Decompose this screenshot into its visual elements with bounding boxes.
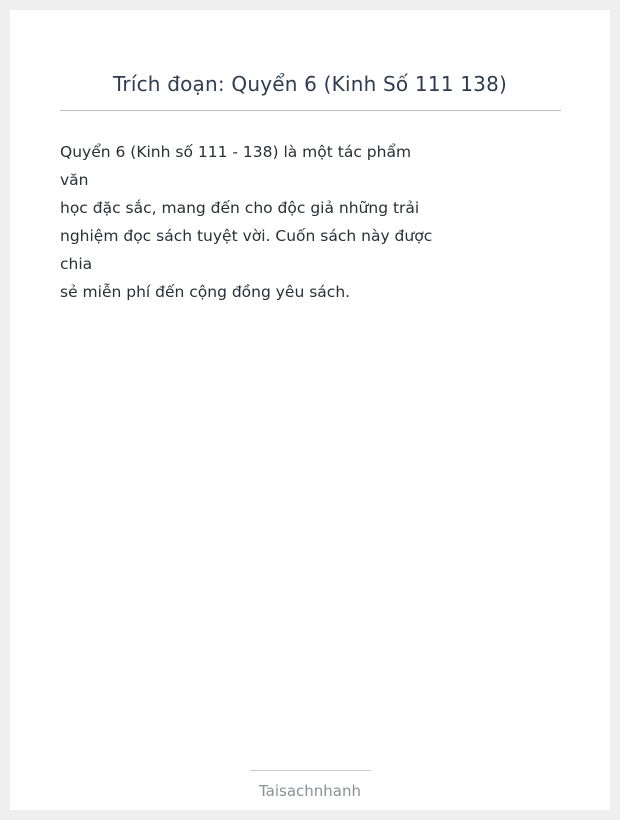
footer-brand: Taisachnhanh <box>258 782 362 800</box>
document-page <box>10 10 610 810</box>
footer-divider <box>250 770 371 771</box>
excerpt-line: sẻ miễn phí đến cộng đồng yêu sách. <box>60 283 351 301</box>
page-title: Trích đoạn: Quyển 6 (Kinh Số 111 138) <box>112 72 508 96</box>
excerpt-line: chia <box>60 255 93 273</box>
excerpt-paragraph <box>60 138 433 306</box>
excerpt-line: Quyển 6 (Kinh số 111 - 138) là một tác phẩm <box>60 143 412 161</box>
excerpt-line: học đặc sắc, mang đến cho độc giả những trải <box>60 199 420 217</box>
excerpt-line: nghiệm đọc sách tuyệt vời. Cuốn sách này được <box>60 227 433 245</box>
title-divider <box>60 110 561 111</box>
excerpt-line: văn <box>60 171 89 189</box>
